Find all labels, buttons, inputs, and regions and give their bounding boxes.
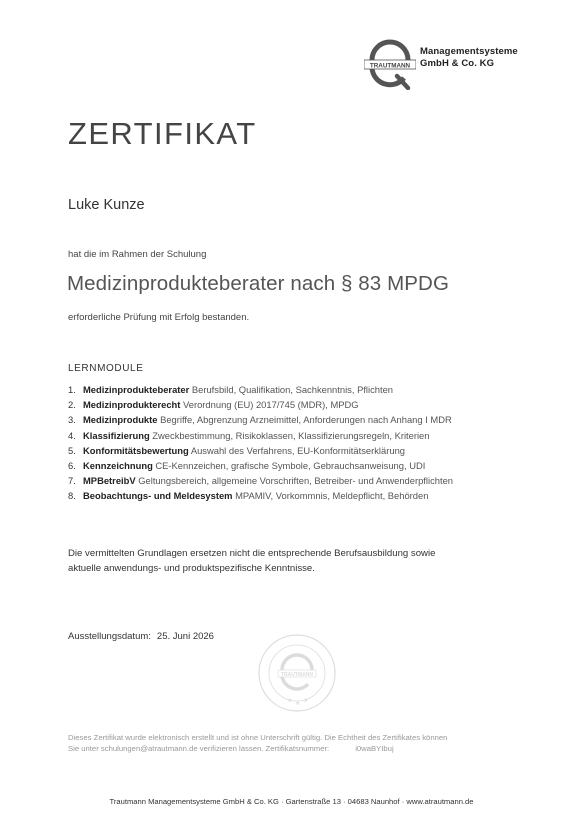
module-title: Beobachtungs- und Meldesystem (83, 490, 233, 502)
footer-address: Trautmann Managementsysteme GmbH & Co. KG · Gartenstraße 13 · 04683 Naunhof · www.atrautmann.de (109, 797, 474, 806)
module-number: 2. (68, 399, 76, 411)
module-number: 4. (68, 429, 76, 441)
module-number: 5. (68, 444, 76, 456)
module-item (68, 473, 453, 488)
modules-list (68, 382, 453, 504)
module-item (68, 488, 453, 503)
seal-watermark (256, 632, 338, 714)
module-description: Zweckbestimmung, Risikoklassen, Klassifizierungsregeln, Kriterien (152, 429, 430, 441)
module-title: MPBetreibV (83, 475, 136, 487)
module-description: Begriffe, Abgrenzung Arzneimittel, Anforderungen nach Anhang I MDR (160, 414, 452, 426)
module-item (68, 382, 453, 397)
certificate-number: i0waBYIbuj (355, 743, 394, 753)
issue-date (68, 631, 214, 642)
trautmann-logo (364, 38, 416, 90)
intro-text: hat die im Rahmen der Schulung (68, 249, 207, 260)
course-title: Medizinprodukteberater nach § 83 MPDG (67, 272, 450, 295)
module-description: Verordnung (EU) 2017/745 (MDR), MPDG (183, 399, 359, 411)
module-item (68, 443, 453, 458)
note-line1: Die vermittelten Grundlagen ersetzen nicht die entsprechende Berufsausbildung sowie (68, 548, 436, 559)
module-number: 6. (68, 460, 76, 472)
module-number: 7. (68, 475, 76, 487)
module-item (68, 458, 453, 473)
verification-line2 (68, 744, 528, 755)
note-line2: aktuelle anwendungs- und produktspezifische Kenntnisse. (68, 563, 315, 574)
module-number: 1. (68, 384, 76, 395)
passed-text: erforderliche Prüfung mit Erfolg bestanden. (68, 312, 250, 323)
logo-text: TRAUTMANN (369, 62, 411, 70)
verification-line1: Dieses Zertifikat wurde elektronisch erstellt und ist ohne Unterschrift gültig. Die Echtheit des Zertifikates können (68, 733, 448, 742)
company-name (420, 46, 518, 70)
issue-date-value: 25. Juni 2026 (156, 631, 214, 642)
module-description: Geltungsbereich, allgemeine Vorschriften, Betreiber- und Anwenderpflichten (138, 475, 454, 487)
module-item (68, 412, 453, 427)
verification-line2-text: Sie unter schulungen@atrautmann.de verifizieren lassen. Zertifikatsnummer: (68, 743, 330, 753)
module-description: CE-Kennzeichen, grafische Symbole, Gebrauchsanweisung, UDI (155, 460, 426, 472)
verification-text (68, 733, 528, 754)
company-line1: Managementsysteme (420, 46, 518, 57)
certificate-title: ZERTIFIKAT (68, 116, 257, 151)
module-item (68, 397, 453, 412)
module-description: Berufsbild, Qualifikation, Sachkenntnis, Pflichten (191, 384, 394, 395)
svg-text:★: ★ (303, 698, 309, 704)
module-title: Medizinprodukteberater (83, 384, 190, 395)
module-title: Kennzeichnung (83, 460, 153, 472)
recipient-name: Luke Kunze (68, 197, 145, 213)
modules-heading: LERNMODULE (68, 363, 144, 374)
seal-text: TRAUTMANN (281, 671, 313, 678)
svg-text:★: ★ (295, 701, 301, 707)
module-title: Konformitätsbewertung (83, 444, 189, 456)
module-number: 3. (68, 414, 76, 426)
module-title: Klassifizierung (83, 429, 150, 441)
company-line2: GmbH & Co. KG (420, 58, 495, 69)
issue-date-label: Ausstellungsdatum: (68, 631, 151, 642)
module-description: Auswahl des Verfahrens, EU-Konformitätserklärung (190, 444, 405, 456)
disclaimer-note (68, 546, 528, 576)
module-description: MPAMIV, Vorkommnis, Meldepflicht, Behörden (235, 490, 429, 502)
module-item (68, 428, 453, 443)
module-title: Medizinprodukte (83, 414, 158, 426)
svg-text:★: ★ (287, 698, 293, 704)
module-number: 8. (68, 490, 76, 502)
module-title: Medizinprodukterecht (83, 399, 181, 411)
